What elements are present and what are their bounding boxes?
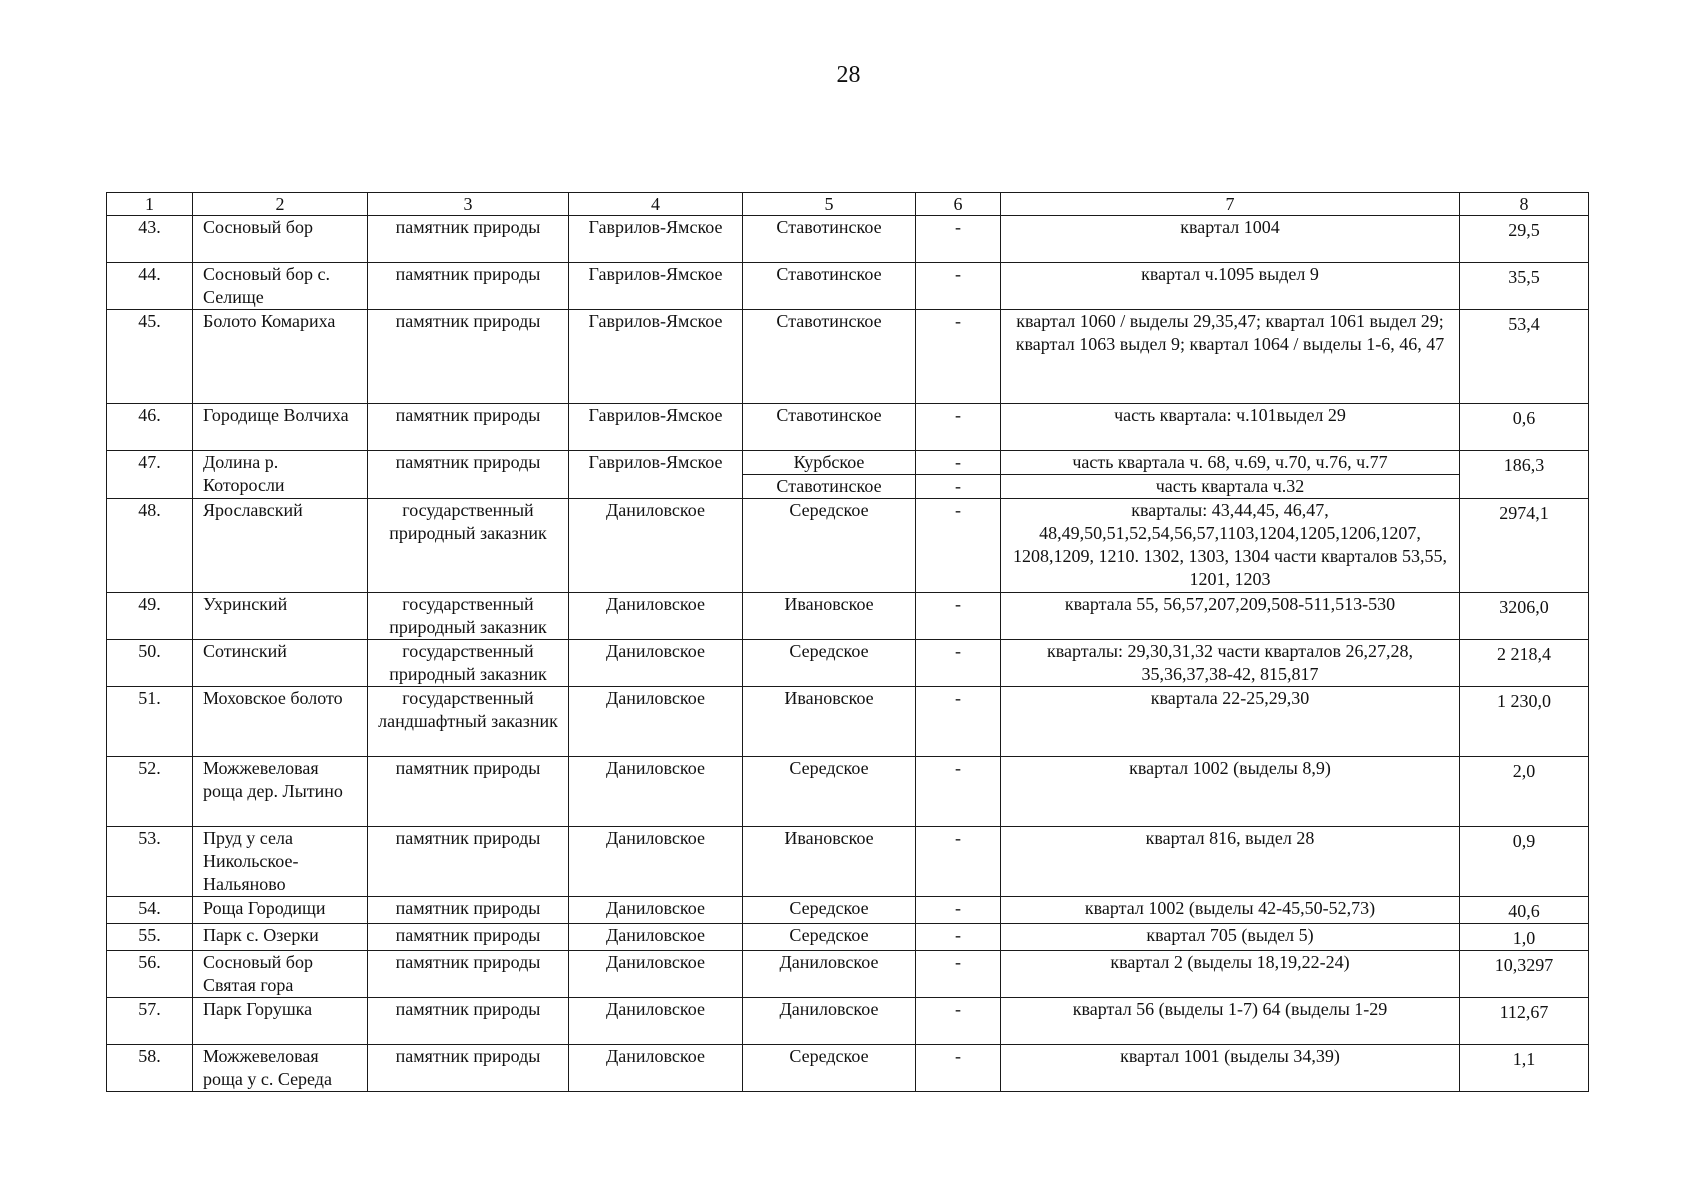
settlement-cell: Ивановское bbox=[743, 827, 916, 897]
table-row bbox=[107, 951, 1589, 998]
settlement-cell: Ставотинское bbox=[743, 263, 916, 310]
area-cell: 2 218,4 bbox=[1460, 640, 1589, 687]
district-cell: Даниловское bbox=[569, 1045, 743, 1092]
header-cell: 2 bbox=[193, 193, 368, 216]
category-cell: памятник природы bbox=[368, 310, 569, 404]
category-cell: памятник природы bbox=[368, 757, 569, 827]
row-number-cell: 47. bbox=[107, 451, 193, 499]
table-row bbox=[107, 310, 1589, 404]
district-cell: Гаврилов-Ямское bbox=[569, 404, 743, 451]
row-number-cell: 52. bbox=[107, 757, 193, 827]
category-cell: памятник природы bbox=[368, 827, 569, 897]
district-cell: Гаврилов-Ямское bbox=[569, 310, 743, 404]
name-cell: Роща Городищи bbox=[193, 897, 368, 924]
location-cell: кварталы: 29,30,31,32 части кварталов 26,27,28, 35,36,37,38-42, 815,817 bbox=[1001, 640, 1460, 687]
settlement-cell: Середское bbox=[743, 499, 916, 593]
row-number-cell: 57. bbox=[107, 998, 193, 1045]
category-cell: памятник природы bbox=[368, 216, 569, 263]
col6-cell: - bbox=[916, 263, 1001, 310]
row-number-cell: 56. bbox=[107, 951, 193, 998]
area-cell: 1,0 bbox=[1460, 924, 1589, 951]
name-cell: Ухринский bbox=[193, 593, 368, 640]
name-cell: Парк с. Озерки bbox=[193, 924, 368, 951]
category-cell: государственный природный заказник bbox=[368, 499, 569, 593]
district-cell: Даниловское bbox=[569, 897, 743, 924]
district-cell: Даниловское bbox=[569, 640, 743, 687]
category-cell: государственный природный заказник bbox=[368, 593, 569, 640]
location-cell: квартал 816, выдел 28 bbox=[1001, 827, 1460, 897]
area-cell: 3206,0 bbox=[1460, 593, 1589, 640]
settlement-cell: Середское bbox=[743, 757, 916, 827]
settlement-cell: Середское bbox=[743, 924, 916, 951]
category-cell: памятник природы bbox=[368, 263, 569, 310]
district-cell: Даниловское bbox=[569, 951, 743, 998]
header-row bbox=[107, 193, 1589, 216]
table-row bbox=[107, 827, 1589, 897]
col6-cell: - bbox=[916, 310, 1001, 404]
table-row bbox=[107, 998, 1589, 1045]
category-cell: памятник природы bbox=[368, 924, 569, 951]
row-number-cell: 55. bbox=[107, 924, 193, 951]
category-cell: памятник природы bbox=[368, 1045, 569, 1092]
district-cell: Гаврилов-Ямское bbox=[569, 263, 743, 310]
row-number-cell: 53. bbox=[107, 827, 193, 897]
table-row bbox=[107, 924, 1589, 951]
name-cell: Сосновый бор bbox=[193, 216, 368, 263]
location-cell: квартала 22-25,29,30 bbox=[1001, 687, 1460, 757]
area-cell: 0,9 bbox=[1460, 827, 1589, 897]
settlement-cell: Середское bbox=[743, 1045, 916, 1092]
district-cell: Даниловское bbox=[569, 687, 743, 757]
area-cell: 29,5 bbox=[1460, 216, 1589, 263]
district-cell: Даниловское bbox=[569, 827, 743, 897]
area-cell: 2974,1 bbox=[1460, 499, 1589, 593]
settlement-cell: Даниловское bbox=[743, 951, 916, 998]
row-number-cell: 54. bbox=[107, 897, 193, 924]
settlement-cell: Ивановское bbox=[743, 593, 916, 640]
name-cell: Долина р. Которосли bbox=[193, 451, 368, 499]
table-row bbox=[107, 757, 1589, 827]
settlement-cell: Ивановское bbox=[743, 687, 916, 757]
name-cell: Ярославский bbox=[193, 499, 368, 593]
col6-cell: - bbox=[916, 998, 1001, 1045]
row-number-cell: 51. bbox=[107, 687, 193, 757]
location-cell: квартал 705 (выдел 5) bbox=[1001, 924, 1460, 951]
table-row bbox=[107, 687, 1589, 757]
district-cell: Гаврилов-Ямское bbox=[569, 451, 743, 499]
location-cell: квартал 1002 (выделы 42-45,50-52,73) bbox=[1001, 897, 1460, 924]
location-cell: квартал ч.1095 выдел 9 bbox=[1001, 263, 1460, 310]
row-number-cell: 43. bbox=[107, 216, 193, 263]
header-cell: 5 bbox=[743, 193, 916, 216]
header-cell: 6 bbox=[916, 193, 1001, 216]
district-cell: Гаврилов-Ямское bbox=[569, 216, 743, 263]
area-cell: 10,3297 bbox=[1460, 951, 1589, 998]
col6-cell: - bbox=[916, 897, 1001, 924]
area-cell: 40,6 bbox=[1460, 897, 1589, 924]
name-cell: Можжевеловая роща у с. Середа bbox=[193, 1045, 368, 1092]
row-number-cell: 45. bbox=[107, 310, 193, 404]
header-cell: 1 bbox=[107, 193, 193, 216]
area-cell: 186,3 bbox=[1460, 451, 1589, 499]
col6-cell: - bbox=[916, 924, 1001, 951]
table-row bbox=[107, 216, 1589, 263]
col6-cell bbox=[916, 451, 1001, 499]
district-cell: Даниловское bbox=[569, 499, 743, 593]
col6-cell: - bbox=[916, 687, 1001, 757]
page-number: 28 bbox=[836, 62, 861, 88]
settlement-cell: Середское bbox=[743, 897, 916, 924]
col6-cell: - bbox=[916, 216, 1001, 263]
location-cell: квартал 1004 bbox=[1001, 216, 1460, 263]
table-row bbox=[107, 1045, 1589, 1092]
area-cell: 1 230,0 bbox=[1460, 687, 1589, 757]
name-cell: Сосновый бор с. Селище bbox=[193, 263, 368, 310]
col6-cell: - bbox=[916, 1045, 1001, 1092]
district-cell: Даниловское bbox=[569, 998, 743, 1045]
area-cell: 53,4 bbox=[1460, 310, 1589, 404]
header-cell: 3 bbox=[368, 193, 569, 216]
location-cell: квартал 56 (выделы 1-7) 64 (выделы 1-29 bbox=[1001, 998, 1460, 1045]
name-cell: Сосновый бор Святая гора bbox=[193, 951, 368, 998]
settlement-cell: Середское bbox=[743, 640, 916, 687]
settlement-cell-part: Курбское bbox=[793, 452, 865, 472]
col6-cell-part: - bbox=[916, 474, 1000, 498]
district-cell: Даниловское bbox=[569, 593, 743, 640]
settlement-cell: Даниловское bbox=[743, 998, 916, 1045]
table-row bbox=[107, 263, 1589, 310]
location-cell: квартал 1060 / выделы 29,35,47; квартал 1061 выдел 29; квартал 1063 выдел 9; квартал 1064 / выделы 1-6, 46, 47 bbox=[1001, 310, 1460, 404]
row-number-cell: 46. bbox=[107, 404, 193, 451]
name-cell: Сотинский bbox=[193, 640, 368, 687]
settlement-cell-part: Ставотинское bbox=[743, 474, 915, 498]
protected-areas-table bbox=[106, 192, 1589, 1092]
category-cell: памятник природы bbox=[368, 951, 569, 998]
name-cell: Можжевеловая роща дер. Лытино bbox=[193, 757, 368, 827]
col6-cell: - bbox=[916, 827, 1001, 897]
category-cell: памятник природы bbox=[368, 897, 569, 924]
area-cell: 2,0 bbox=[1460, 757, 1589, 827]
location-cell bbox=[1001, 451, 1460, 499]
row-number-cell: 50. bbox=[107, 640, 193, 687]
table-row bbox=[107, 451, 1589, 499]
col6-cell: - bbox=[916, 499, 1001, 593]
row-number-cell: 48. bbox=[107, 499, 193, 593]
district-cell: Даниловское bbox=[569, 924, 743, 951]
col6-cell: - bbox=[916, 757, 1001, 827]
category-cell: памятник природы bbox=[368, 998, 569, 1045]
location-cell: квартала 55, 56,57,207,209,508-511,513-530 bbox=[1001, 593, 1460, 640]
category-cell: государственный ландшафтный заказник bbox=[368, 687, 569, 757]
col6-cell: - bbox=[916, 640, 1001, 687]
name-cell: Моховское болото bbox=[193, 687, 368, 757]
header-cell: 4 bbox=[569, 193, 743, 216]
table-row bbox=[107, 404, 1589, 451]
table-row bbox=[107, 897, 1589, 924]
name-cell: Болото Комариха bbox=[193, 310, 368, 404]
col6-cell-part: - bbox=[955, 452, 961, 472]
category-cell: государственный природный заказник bbox=[368, 640, 569, 687]
table-row bbox=[107, 499, 1589, 593]
col6-cell: - bbox=[916, 404, 1001, 451]
settlement-cell bbox=[743, 451, 916, 499]
table-row bbox=[107, 640, 1589, 687]
name-cell: Парк Горушка bbox=[193, 998, 368, 1045]
area-cell: 112,67 bbox=[1460, 998, 1589, 1045]
settlement-cell: Ставотинское bbox=[743, 310, 916, 404]
location-cell: квартал 1001 (выделы 34,39) bbox=[1001, 1045, 1460, 1092]
name-cell: Пруд у села Никольское-Нальяново bbox=[193, 827, 368, 897]
settlement-cell: Ставотинское bbox=[743, 216, 916, 263]
col6-cell: - bbox=[916, 951, 1001, 998]
location-cell-part: часть квартала ч. 68, ч.69, ч.70, ч.76, ч.77 bbox=[1072, 452, 1388, 472]
area-cell: 35,5 bbox=[1460, 263, 1589, 310]
location-cell: часть квартала: ч.101выдел 29 bbox=[1001, 404, 1460, 451]
header-cell: 8 bbox=[1460, 193, 1589, 216]
location-cell: квартал 1002 (выделы 8,9) bbox=[1001, 757, 1460, 827]
district-cell: Даниловское bbox=[569, 757, 743, 827]
settlement-cell: Ставотинское bbox=[743, 404, 916, 451]
area-cell: 1,1 bbox=[1460, 1045, 1589, 1092]
category-cell: памятник природы bbox=[368, 451, 569, 499]
location-cell: квартал 2 (выделы 18,19,22-24) bbox=[1001, 951, 1460, 998]
row-number-cell: 58. bbox=[107, 1045, 193, 1092]
row-number-cell: 49. bbox=[107, 593, 193, 640]
row-number-cell: 44. bbox=[107, 263, 193, 310]
area-cell: 0,6 bbox=[1460, 404, 1589, 451]
name-cell: Городище Волчиха bbox=[193, 404, 368, 451]
category-cell: памятник природы bbox=[368, 404, 569, 451]
header-cell: 7 bbox=[1001, 193, 1460, 216]
location-cell-part: часть квартала ч.32 bbox=[1001, 474, 1459, 498]
location-cell: кварталы: 43,44,45, 46,47, 48,49,50,51,52,54,56,57,1103,1204,1205,1206,1207, 1208,1209, 1210. 1302, 1303, 1304 части кварталов 53,55, 1201, 1203 bbox=[1001, 499, 1460, 593]
col6-cell: - bbox=[916, 593, 1001, 640]
table-row bbox=[107, 593, 1589, 640]
